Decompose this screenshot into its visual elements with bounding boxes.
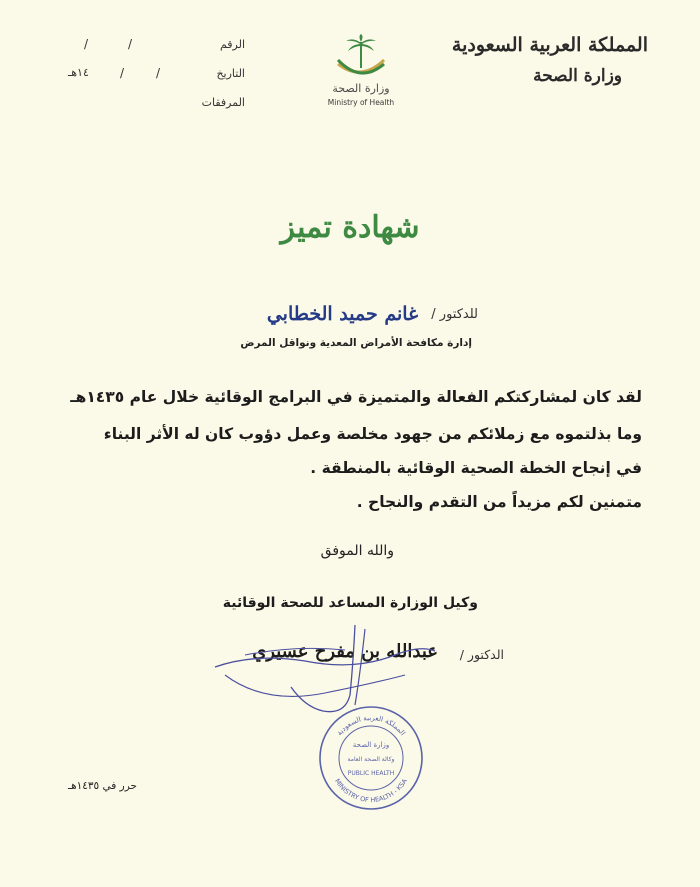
signatory-title: وكيل الوزارة المساعد للصحة الوقائية: [222, 595, 478, 611]
stamp-inner-ministry: وزارة الصحة: [352, 741, 390, 749]
body-line-3: في إنجاح الخطة الصحية الوقائية بالمنطقة .: [310, 459, 642, 477]
attachments-label: المرفقات: [201, 96, 245, 109]
number-label: الرقم: [219, 38, 245, 51]
certificate-title: شهادة تميز: [280, 210, 420, 245]
ministry-name: وزارة الصحة: [533, 66, 622, 86]
kingdom-name: المملكة العربية السعودية: [451, 34, 648, 56]
recipient-prefix: للدكتور /: [431, 307, 478, 322]
stamp-inner-agency: وكالة الصحة العامة: [347, 756, 395, 763]
body-line-1: لقد كان لمشاركتكم الفعالة والمتميزة في البرامج الوقائية خلال عام ١٤٣٥هـ: [70, 388, 642, 406]
body-line-4: متمنين لكم مزيداً من التقدم والنجاح .: [356, 493, 642, 511]
stamp-ring-english: MINISTRY OF HEALTH - KSA: [333, 777, 409, 805]
signatory-name: عبدالله بن مفرح عسيري: [252, 641, 438, 662]
number-slash-1: /: [84, 37, 89, 51]
date-slash-1: /: [120, 66, 125, 80]
date-slash-2: /: [156, 66, 161, 80]
stamp-ring-arabic: المملكة العربية السعودية: [335, 713, 407, 738]
body-line-2: وما بذلتموه مع زملائكم من جهود مخلصة وعمل دؤوب كان له الأثر البناء: [103, 425, 642, 443]
recipient-name: غانم حميد الخطابي: [266, 303, 418, 325]
logo-english-text: Ministry of Health: [327, 98, 395, 107]
closing-phrase: والله الموفق: [320, 543, 394, 559]
number-slash-2: /: [128, 37, 133, 51]
stamp-inner-english: PUBLIC HEALTH: [347, 770, 395, 777]
logo-arabic-text: وزارة الصحة: [332, 82, 390, 95]
issued-date: حرر في ١٤٣٥هـ: [68, 780, 137, 792]
date-year: ١٤هـ: [68, 66, 89, 79]
recipient-department: إدارة مكافحة الأمراض المعدية ونواقل المرض: [240, 337, 472, 349]
date-label: التاريخ: [216, 67, 245, 80]
signatory-prefix: الدكتور /: [459, 647, 504, 662]
official-stamp: [318, 705, 424, 811]
